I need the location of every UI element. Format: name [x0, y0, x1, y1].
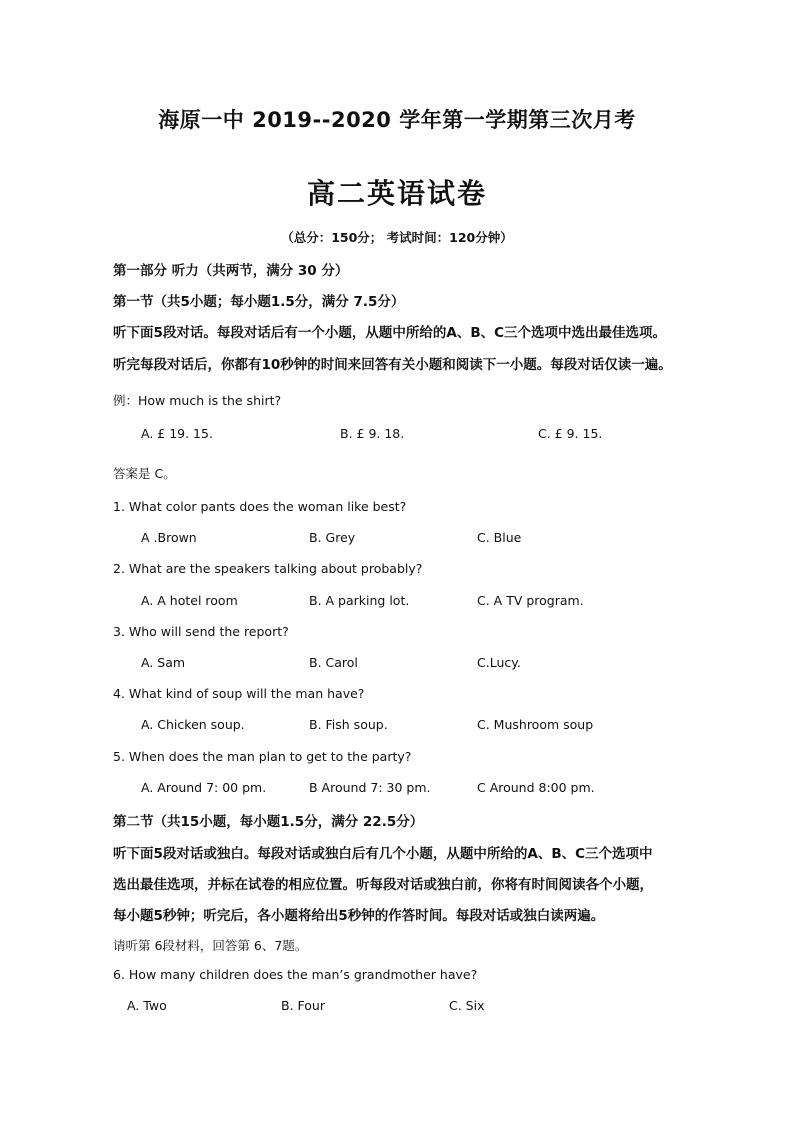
question-2-option-c: C. A TV program.: [477, 593, 584, 608]
question-5: 5. When does the man plan to get to the party?: [113, 749, 412, 764]
example-option-a: A. £ 19. 15.: [141, 426, 213, 441]
question-5-option-a: A. Around 7: 00 pm.: [141, 780, 267, 795]
question-1: 1. What color pants does the woman like best?: [113, 499, 407, 514]
question-1-option-c: C. Blue: [477, 530, 522, 545]
score-info: （总分：150分； 考试时间：120分钟）: [281, 230, 513, 245]
part1-heading: 第一部分 听力（共两节，满分 30 分）: [113, 263, 349, 279]
exam-subtitle: 高二英语试卷: [306, 177, 487, 210]
question-4-option-b: B. Fish soup.: [309, 717, 388, 732]
section2-instruction-line: 选出最佳选项，并标在试卷的相应位置。听每段对话或独白前，你将有时间阅读各个小题，: [113, 877, 653, 893]
exam-title: 海原一中 2019--2020 学年第一学期第三次月考: [158, 108, 636, 132]
question-2-option-b: B. A parking lot.: [309, 593, 410, 608]
question-3: 3. Who will send the report?: [113, 624, 289, 639]
question-5-option-c: C Around 8:00 pm.: [477, 780, 595, 795]
section1-instruction-line: 听下面5段对话。每段对话后有一个小题，从题中所给的A、B、C三个选项中选出最佳选项。: [113, 325, 667, 341]
example-option-b: B. £ 9. 18.: [340, 426, 405, 441]
question-1-option-a: A .Brown: [141, 530, 197, 545]
question-6-option-b: B. Four: [281, 998, 325, 1013]
question-6: 6. How many children does the man’s grandmother have?: [113, 967, 478, 982]
question-2-option-a: A. A hotel room: [141, 593, 238, 608]
question-4: 4. What kind of soup will the man have?: [113, 686, 365, 701]
section1-instruction-line: 听完每段对话后，你都有10秒钟的时间来回答有关小题和阅读下一小题。每段对话仅读一遍。: [113, 357, 672, 373]
example-question: 例：How much is the shirt?: [113, 393, 282, 408]
question-6-option-c: C. Six: [449, 998, 485, 1013]
section1-heading: 第一节（共5小题；每小题1.5分，满分 7.5分）: [113, 294, 405, 310]
question-5-option-b: B Around 7: 30 pm.: [309, 780, 431, 795]
question-2: 2. What are the speakers talking about probably?: [113, 561, 423, 576]
question-1-option-b: B. Grey: [309, 530, 356, 545]
question-6-option-a: A. Two: [127, 998, 167, 1013]
material-note: 请听第 6段材料，回答第 6、7题。: [113, 938, 308, 953]
question-3-option-a: A. Sam: [141, 655, 186, 670]
section2-heading: 第二节（共15小题，每小题1.5分，满分 22.5分）: [113, 814, 424, 830]
question-4-option-a: A. Chicken soup.: [141, 717, 245, 732]
question-4-option-c: C. Mushroom soup: [477, 717, 594, 732]
section2-instruction-line: 每小题5秒钟；听完后，各小题将给出5秒钟的作答时间。每段对话或独白读两遍。: [113, 908, 605, 924]
section2-instruction-line: 听下面5段对话或独白。每段对话或独白后有几个小题，从题中所给的A、B、C三个选项中: [113, 846, 653, 862]
example-answer: 答案是 C。: [113, 466, 176, 481]
example-option-c: C. £ 9. 15.: [538, 426, 603, 441]
question-3-option-c: C.Lucy.: [477, 655, 521, 670]
question-3-option-b: B. Carol: [309, 655, 358, 670]
